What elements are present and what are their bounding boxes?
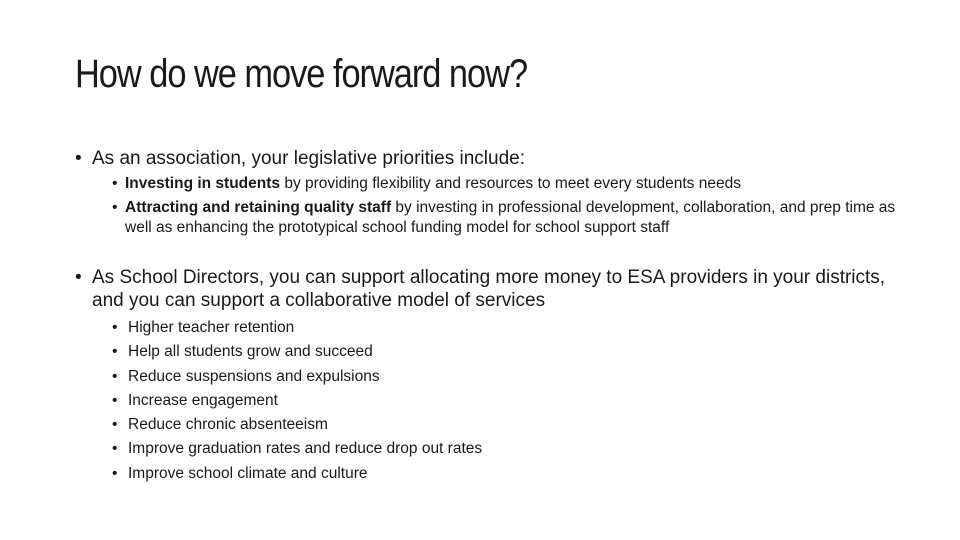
list-item-text: Help all students grow and succeed	[128, 343, 373, 361]
list-item	[112, 340, 482, 364]
list-item	[112, 413, 482, 437]
bullet-dot: •	[112, 319, 118, 336]
bullet-association	[75, 147, 525, 170]
bullet-dot: •	[112, 175, 118, 192]
list-item	[112, 462, 482, 486]
list-item-text: Reduce suspensions and expulsions	[128, 367, 380, 385]
subbullet-bold: Attracting and retaining quality staff	[125, 199, 392, 216]
bullet-dot: •	[112, 343, 118, 361]
bullet-dot: •	[112, 199, 118, 216]
list-item-text: Increase engagement	[128, 391, 278, 409]
subbullet-rest: by investing in professional development, collaboration, and prep time as well as enhancing the prototypical school funding model for school support staff	[125, 199, 896, 236]
bullet-text: As School Directors, you can support allocating more money to ESA providers in your districts, and you can support a collaborative model of services	[92, 267, 886, 311]
list-item-text: Reduce chronic absenteeism	[128, 416, 328, 434]
bullet-dot: •	[112, 416, 118, 434]
list-item	[112, 389, 482, 413]
bullet-dot: •	[112, 464, 118, 482]
list-item	[112, 365, 482, 389]
bullet-dot: •	[112, 391, 118, 409]
list-item-text: Improve school climate and culture	[128, 464, 368, 482]
subbullet-text	[125, 174, 741, 194]
list-item	[112, 316, 482, 340]
bullet-dot: •	[75, 148, 82, 169]
slide-title: How do we move forward now?	[75, 52, 528, 96]
subbullet-investing	[112, 174, 741, 194]
bullet-school-directors	[75, 266, 895, 312]
benefits-list	[112, 316, 482, 486]
subbullet-bold: Investing in students	[125, 175, 281, 192]
list-item-text: Higher teacher retention	[128, 319, 295, 336]
subbullet-text	[125, 198, 902, 238]
bullet-dot: •	[112, 440, 118, 458]
subbullet-rest: by providing flexibility and resources to meet every students needs	[280, 175, 741, 192]
list-item	[112, 437, 482, 461]
bullet-dot: •	[75, 267, 82, 288]
list-item-text: Improve graduation rates and reduce drop out rates	[128, 440, 483, 458]
subbullet-attracting	[112, 198, 902, 238]
bullet-text: As an association, your legislative priorities include:	[92, 148, 525, 169]
bullet-dot: •	[112, 367, 118, 385]
